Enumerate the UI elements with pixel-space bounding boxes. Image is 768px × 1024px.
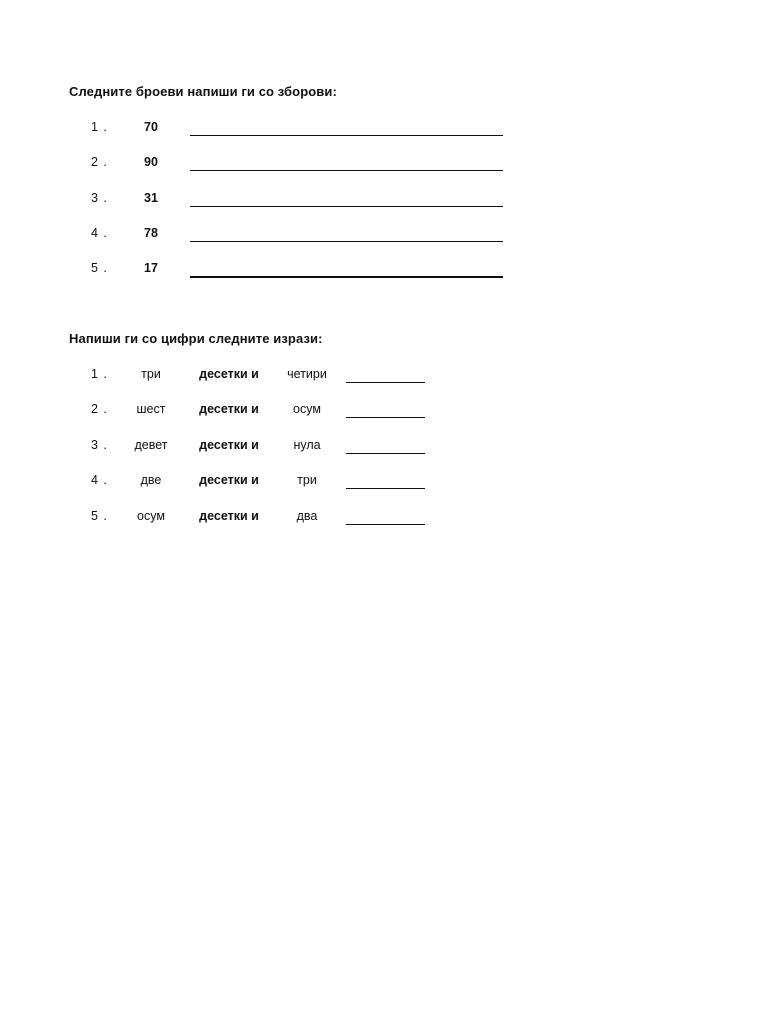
row-number: 70 xyxy=(144,120,158,134)
row-number: 31 xyxy=(144,191,158,205)
answer-line[interactable] xyxy=(346,417,425,418)
connector-text: десетки и xyxy=(199,367,259,381)
answer-line[interactable] xyxy=(190,135,503,136)
words-to-digits-row xyxy=(0,506,768,526)
tens-word: шест xyxy=(136,402,166,416)
answer-line[interactable] xyxy=(346,524,425,525)
answer-line[interactable] xyxy=(190,206,503,207)
section1-title: Следните броеви напиши ги со зборови: xyxy=(69,84,337,99)
words-to-digits-row xyxy=(0,435,768,455)
number-to-words-row xyxy=(0,223,768,243)
words-to-digits-row xyxy=(0,399,768,419)
row-number: 90 xyxy=(144,155,158,169)
number-to-words-row xyxy=(0,258,768,278)
words-to-digits-row xyxy=(0,364,768,384)
connector-text: десетки и xyxy=(199,509,259,523)
number-to-words-row xyxy=(0,117,768,137)
row-number: 78 xyxy=(144,226,158,240)
units-word: два xyxy=(296,509,318,523)
row-index: 3 . xyxy=(91,438,108,452)
row-index: 5 . xyxy=(91,261,108,275)
words-to-digits-row xyxy=(0,470,768,490)
tens-word: осум xyxy=(137,509,165,523)
tens-word: девет xyxy=(134,438,168,452)
row-index: 2 . xyxy=(91,402,108,416)
section2-title: Напиши ги со цифри следните изрази: xyxy=(69,331,323,346)
row-index: 4 . xyxy=(91,226,108,240)
row-index: 1 . xyxy=(91,367,108,381)
row-index: 2 . xyxy=(91,155,108,169)
answer-line[interactable] xyxy=(346,488,425,489)
number-to-words-row xyxy=(0,152,768,172)
number-to-words-row xyxy=(0,188,768,208)
answer-line[interactable] xyxy=(190,170,503,171)
answer-line[interactable] xyxy=(190,276,503,278)
row-index: 4 . xyxy=(91,473,108,487)
connector-text: десетки и xyxy=(199,402,259,416)
tens-word: три xyxy=(141,367,161,381)
answer-line[interactable] xyxy=(190,241,503,242)
units-word: нула xyxy=(293,438,321,452)
tens-word: две xyxy=(140,473,162,487)
row-index: 3 . xyxy=(91,191,108,205)
answer-line[interactable] xyxy=(346,382,425,383)
units-word: три xyxy=(297,473,317,487)
units-word: осум xyxy=(293,402,321,416)
answer-line[interactable] xyxy=(346,453,425,454)
row-number: 17 xyxy=(144,261,158,275)
connector-text: десетки и xyxy=(199,473,259,487)
connector-text: десетки и xyxy=(199,438,259,452)
row-index: 5 . xyxy=(91,509,108,523)
units-word: четири xyxy=(287,367,327,381)
row-index: 1 . xyxy=(91,120,108,134)
